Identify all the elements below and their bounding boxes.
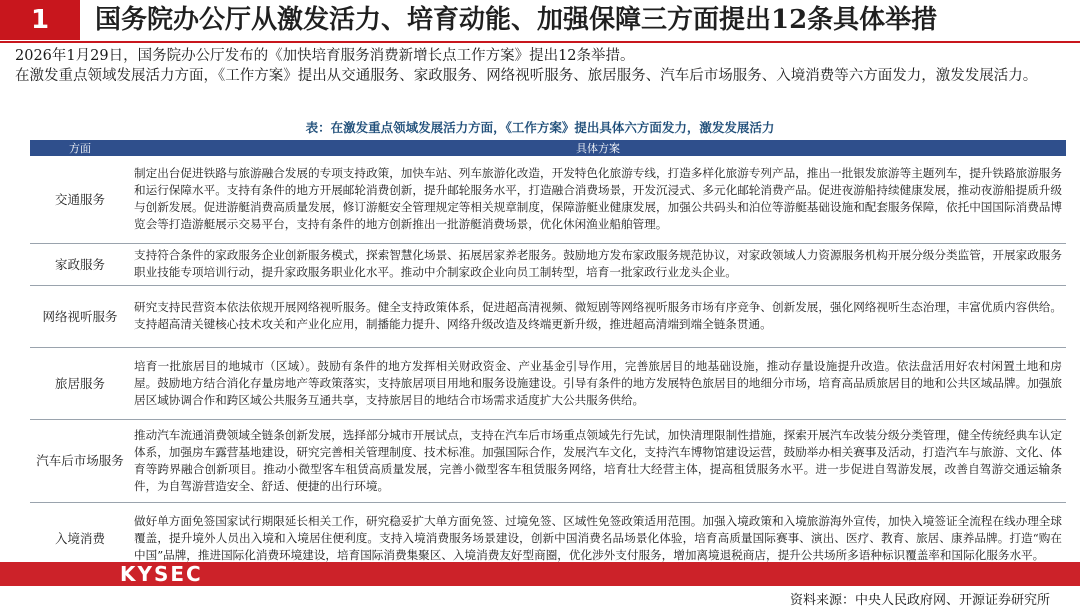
column-header-plan: 具体方案 <box>130 140 1066 156</box>
table-row <box>30 243 1066 285</box>
row-direction: 网络视听服务 <box>30 285 130 347</box>
source-note: 资料来源：中央人民政府网、开源证券研究所 <box>789 593 1050 608</box>
row-direction: 交通服务 <box>30 156 130 243</box>
row-content: 培育一批旅居目的地城市（区域）。鼓励有条件的地方发挥相关财政资金、产业基金引导作用，完善旅居目的地基础设施，推动存量设施提升改造。依法盘活用好农村闲置土地和房屋。鼓励地方结合消化存量房地产等政策落实，支持旅居项目用地和服务设施建设。引导有条件的地方发展特色旅居目的地细分市场，培育高品质旅居目的地和公共区域品牌。加强旅居区域协调合作和跨区域公共服务互通共享，支持旅居目的地结合市场需求适度扩大公共服务供给。 <box>130 347 1066 419</box>
column-header-direction: 方面 <box>30 140 130 156</box>
page-number-badge: 1 <box>0 0 80 40</box>
row-direction: 汽车后市场服务 <box>30 419 130 502</box>
slide-footer <box>0 562 1080 607</box>
table-row <box>30 156 1066 243</box>
table-row <box>30 419 1066 502</box>
intro-paragraph-summary: 在激发重点领域发展活力方面，《工作方案》提出从交通服务、家政服务、网络视听服务、旅居服务、汽车后市场服务、入境消费等六方面发力，激发发展活力。 <box>15 68 1038 84</box>
row-content: 推动汽车流通消费领域全链条创新发展，选择部分城市开展试点，支持在汽车后市场重点领域先行先试，加快清理限制性措施，探索开展汽车改装分级分类管理，健全传统经典车认定体系，加强房车露营基地建设，研究完善相关管理制度、技术标准。加强国际合作，发展汽车文化，支持汽车博物馆建设运营，鼓励举办相关赛事及活动，打造汽车与旅游、文化、体育等跨界融合创新项目。推动小微型客车租赁高质量发展，完善小微型客车租赁服务网络，培育壮大经营主体，提高租赁服务水平。进一步促进自驾游发展，改善自驾游交通运输条件，为自驾游营造安全、舒适、便捷的出行环境。 <box>130 419 1066 502</box>
kysec-logo: KYSEC <box>120 562 203 586</box>
row-content: 研究支持民营资本依法依规开展网络视听服务。健全支持政策体系，促进超高清视频、微短剧等网络视听服务市场有序竞争、创新发展，强化网络视听生态治理，丰富优质内容供给。支持超高清关键核心技术攻关和产业化应用，制播能力提升、网络升级改造及终端更新升级，推进超高清端到端全链条贯通。 <box>130 285 1066 347</box>
intro-paragraph-date: 2026年1月29日，国务院办公厅发布的《加快培育服务消费新增长点工作方案》提出12条举措。 <box>15 48 635 64</box>
row-content: 制定出台促进铁路与旅游融合发展的专项支持政策，加快车站、列车旅游化改造，开发特色化旅游专线，打造多样化旅游专列产品，推出一批银发旅游等主题列车，提升铁路旅游服务和运行保障水平。支持有条件的地方开展邮轮消费创新，提升邮轮服务水平，打造融合消费场景，开发沉浸式、多元化邮轮消费产品。促进夜游船持续健康发展，推动夜游船提质升级与创新发展。促进游艇消费高质量发展，修订游艇安全管理规定等相关规章制度，保障游艇业健康发展，加强公共码头和泊位等游艇基础设施和配套服务保障，依托中国国际消费品博览会等打造游艇展示交易平台，支持有条件的地方创新推出一批游艇消费场景，优化休闲渔业船舶管理。 <box>130 156 1066 243</box>
row-content: 支持符合条件的家政服务企业创新服务模式，探索智慧化场景、拓展居家养老服务。鼓励地方发布家政服务规范协议，对家政领域人力资源服务机构开展分级分类监管，开展家政服务职业技能专项培训行动，提升家政服务职业化水平。推动中介制家政企业向员工制转型，培育一批家政行业龙头企业。 <box>130 243 1066 285</box>
table-row <box>30 347 1066 419</box>
slide-title: 国务院办公厅从激发活力、培育动能、加强保障三方面提出12条具体举措 <box>95 5 938 35</box>
row-direction: 旅居服务 <box>30 347 130 419</box>
measures-table <box>30 140 1066 575</box>
row-direction: 家政服务 <box>30 243 130 285</box>
slide-header <box>0 0 1080 40</box>
header-divider <box>0 41 1080 43</box>
table-header-row <box>30 140 1066 156</box>
row-content: 做好单方面免签国家试行期限延长相关工作，研究稳妥扩大单方面免签、过境免签、区域性免签政策适用范围。加强入境政策和入境旅游海外宣传，加快入境签证全流程在线办理全球覆盖，提升境外人员出入境和入境居住便利度。支持入境消费服务场景建设，创新中国消费名品场景化体验，培育高质量国际赛事、演出、医疗、教育、旅居、康养品牌。打造“购在中国”品牌，推进国际化消费环境建设，培育国际消费集聚区、入境消费友好型商圈，优化涉外支付服务，增加离境退税商店，提升公共场所多语种标识覆盖率和国际化服务水平。 <box>130 502 1066 574</box>
row-direction: 入境消费 <box>30 502 130 574</box>
table-caption: 表：在激发重点领域发展活力方面，《工作方案》提出具体六方面发力，激发发展活力 <box>305 120 775 135</box>
table-row <box>30 285 1066 347</box>
intro-text <box>15 46 1070 86</box>
